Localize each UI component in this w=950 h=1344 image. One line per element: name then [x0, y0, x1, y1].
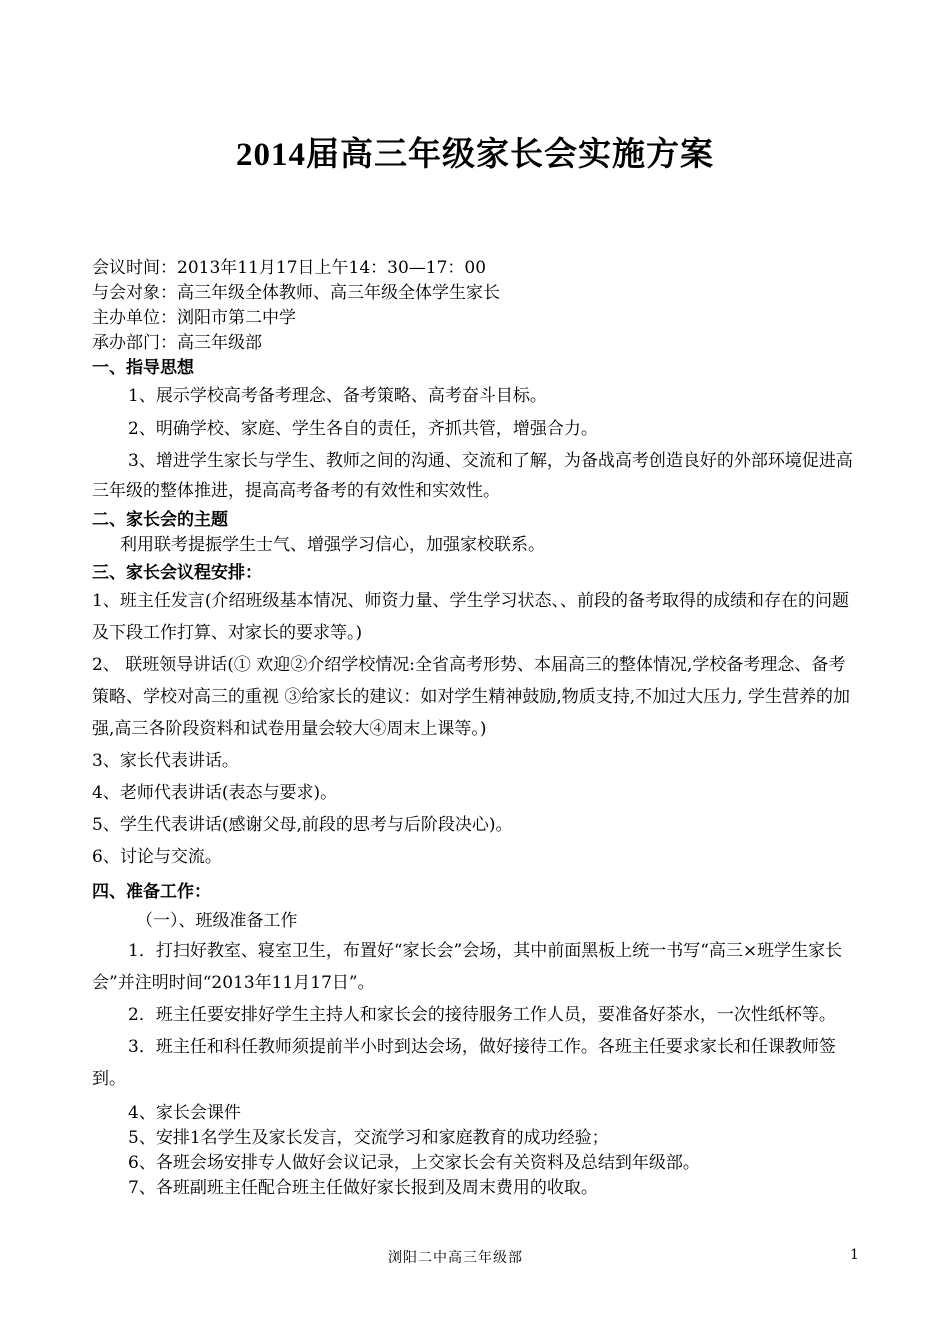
agenda-item-5: 5、学生代表讲话(感谢父母,前段的思考与后阶段决心)。: [92, 815, 513, 835]
meeting-info: [92, 256, 860, 356]
meeting-attendees: 与会对象：高三年级全体教师、高三年级全体学生家长: [92, 283, 500, 303]
theme-text: 利用联考提振学生士气、增强学习信心，加强家校联系。: [120, 535, 545, 555]
agenda-item-4: 4、老师代表讲话(表态与要求)。: [92, 783, 338, 803]
preparation-item-3: 3．班主任和科任教师须提前半小时到达会场，做好接待工作。各班主任要求家长和任课教师签到。: [92, 1037, 836, 1089]
section-heading-guiding-thought: 一、指导思想: [92, 358, 194, 378]
preparation-item-4: 4、家长会课件: [128, 1103, 241, 1123]
guiding-item-1: 1、展示学校高考备考理念、备考策略、高考奋斗目标。: [128, 386, 547, 406]
guiding-item-2: 2、明确学校、家庭、学生各自的责任，齐抓共管，增强合力。: [128, 419, 598, 439]
meeting-time: 会议时间：2013年11月17日上午14：30—17：00: [92, 258, 487, 278]
page-number: 1: [850, 1247, 859, 1263]
preparation-item-1: 1．打扫好教室、寝室卫生，布置好“家长会”会场，其中前面黑板上统一书写“高三×班学生家长会”并注明时间“2013年11月17日”。: [92, 941, 843, 993]
guiding-item-3: 3、增进学生家长与学生、教师之间的沟通、交流和了解，为备战高考创造良好的外部环境促进高三年级的整体推进，提高高考备考的有效性和实效性。: [92, 451, 853, 501]
preparation-item-6: 6、各班会场安排专人做好会议记录，上交家长会有关资料及总结到年级部。: [128, 1153, 700, 1173]
meeting-host: 主办单位：浏阳市第二中学: [92, 308, 296, 328]
section-heading-agenda: 三、家长会议程安排：: [92, 563, 262, 583]
preparation-subheading: （一）、班级准备工作: [136, 911, 298, 931]
agenda-item-6: 6、讨论与交流。: [92, 847, 222, 867]
document-body: [92, 256, 860, 1201]
section-heading-theme: 二、家长会的主题: [92, 510, 228, 530]
agenda-item-3: 3、家长代表讲话。: [92, 751, 239, 771]
preparation-item-7: 7、各班副班主任配合班主任做好家长报到及周末费用的收取。: [128, 1178, 598, 1198]
preparation-item-2: 2．班主任要安排好学生主持人和家长会的接待服务工作人员，要准备好茶水，一次性纸杯等。: [128, 1005, 836, 1025]
document-title: 2014届高三年级家长会实施方案: [236, 137, 714, 173]
preparation-item-5: 5、安排1名学生及家长发言，交流学习和家庭教育的成功经验；: [128, 1128, 609, 1148]
meeting-organizer: 承办部门：高三年级部: [92, 333, 262, 353]
footer-department: 浏阳二中高三年级部: [388, 1250, 523, 1266]
section-heading-preparation: 四、准备工作：: [92, 882, 211, 902]
agenda-item-1: 1、班主任发言(介绍班级基本情况、师资力量、学生学习状态、、前段的备考取得的成绩和存在的问题及下段工作打算、对家长的要求等。): [92, 591, 849, 643]
agenda-item-2: 2、 联班领导讲话(① 欢迎②介绍学校情况:全省高考形势、本届高三的整体情况,学校备考理念、备考策略、学校对高三的重视 ③给家长的建议：如对学生精神鼓励,物质支持,不加过大压力, 学生营养的加强,高三各阶段资料和试卷用量会较大④周末上课等。): [92, 655, 851, 739]
